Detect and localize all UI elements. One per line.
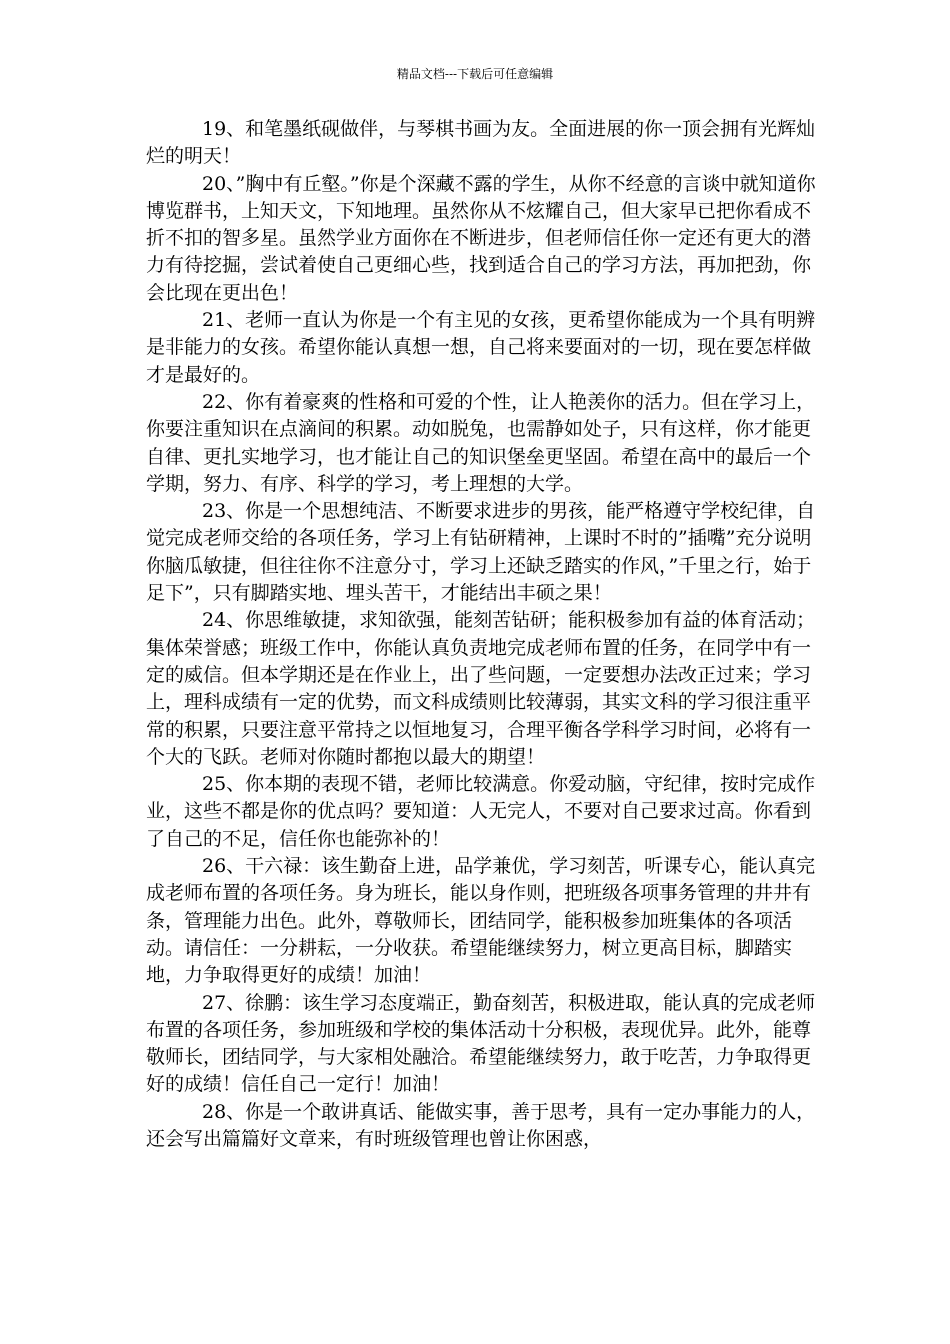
paragraph-24: 24、你思维敏捷，求知欲强，能刻苦钻研；能积极参加有益的体育活动；集体荣誉感；班级工作中，你能认真负责地完成老师布置的任务，在同学中有一定的威信。但本学期还是在作业上，出了些问题，一定要想办法改正过来；学习上，理科成绩有一定的优势，而文科成绩则比较薄弱，其实文科的学习很注重平常的积累，只要注意平常持之以恒地复习，合理平衡各学科学习时间，必将有一个大的飞跃。老师对你随时都抱以最大的期望！ bbox=[146, 609, 816, 768]
paragraph-25: 25、你本期的表现不错，老师比较满意。你爱动脑，守纪律，按时完成作业，这些不都是你的优点吗？要知道：人无完人，不要对自己要求过高。你看到了自己的不足，信任你也能弥补的！ bbox=[146, 773, 816, 850]
page-header: 精品文档---下载后可任意编辑 bbox=[396, 67, 554, 81]
paragraph-22: 22、你有着豪爽的性格和可爱的个性，让人艳羡你的活力。但在学习上，你要注重知识在点滴间的积累。动如脱兔，也需静如处子，只有这样，你才能更自律、更扎实地学习，也才能让自己的知识堡垒更坚固。希望在高中的最后一个学期，努力、有序、科学的学习，考上理想的大学。 bbox=[146, 390, 816, 495]
document-body bbox=[146, 116, 826, 1153]
paragraph-27: 27、徐鹏：该生学习态度端正，勤奋刻苦，积极进取，能认真的完成老师布置的各项任务，参加班级和学校的集体活动十分积极，表现优异。此外，能尊敬师长，团结同学，与大家相处融洽。希望能继续努力，敢于吃苦，力争取得更好的成绩！信任自己一定行！加油！ bbox=[146, 991, 816, 1096]
paragraph-20: 20、”胸中有丘壑。”你是个深藏不露的学生，从你不经意的言谈中就知道你博览群书，上知天文，下知地理。虽然你从不炫耀自己，但大家早已把你看成不折不扣的智多星。虽然学业方面你在不断进步，但老师信任你一定还有更大的潜力有待挖掘，尝试着使自己更细心些，找到适合自己的学习方法，再加把劲，你会比现在更出色！ bbox=[146, 172, 816, 304]
paragraph-19: 19、和笔墨纸砚做伴，与琴棋书画为友。全面进展的你一顶会拥有光辉灿烂的明天！ bbox=[146, 118, 816, 168]
paragraph-21: 21、老师一直认为你是一个有主见的女孩，更希望你能成为一个具有明辨是非能力的女孩。希望你能认真想一想，自己将来要面对的一切，现在要怎样做才是最好的。 bbox=[146, 309, 816, 386]
paragraph-28: 28、你是一个敢讲真话、能做实事，善于思考，具有一定办事能力的人，还会写出篇篇好文章来，有时班级管理也曾让你困惑， bbox=[146, 1100, 816, 1150]
paragraph-23: 23、你是一个思想纯洁、不断要求进步的男孩，能严格遵守学校纪律，自觉完成老师交给的各项任务，学习上有钻研精神，上课时不时的”插嘴”充分说明你脑瓜敏捷，但往往你不注意分寸，学习上还缺乏踏实的作风，”千里之行，始于足下”，只有脚踏实地、埋头苦干，才能结出丰硕之果！ bbox=[146, 500, 816, 605]
paragraph-26: 26、干六禄：该生勤奋上进，品学兼优，学习刻苦，听课专心，能认真完成老师布置的各项任务。身为班长，能以身作则，把班级各项事务管理的井井有条，管理能力出色。此外，尊敬师长，团结同学，能积极参加班集体的各项活动。请信任：一分耕耘，一分收获。希望能继续努力，树立更高目标，脚踏实地，力争取得更好的成绩！加油！ bbox=[146, 855, 816, 987]
